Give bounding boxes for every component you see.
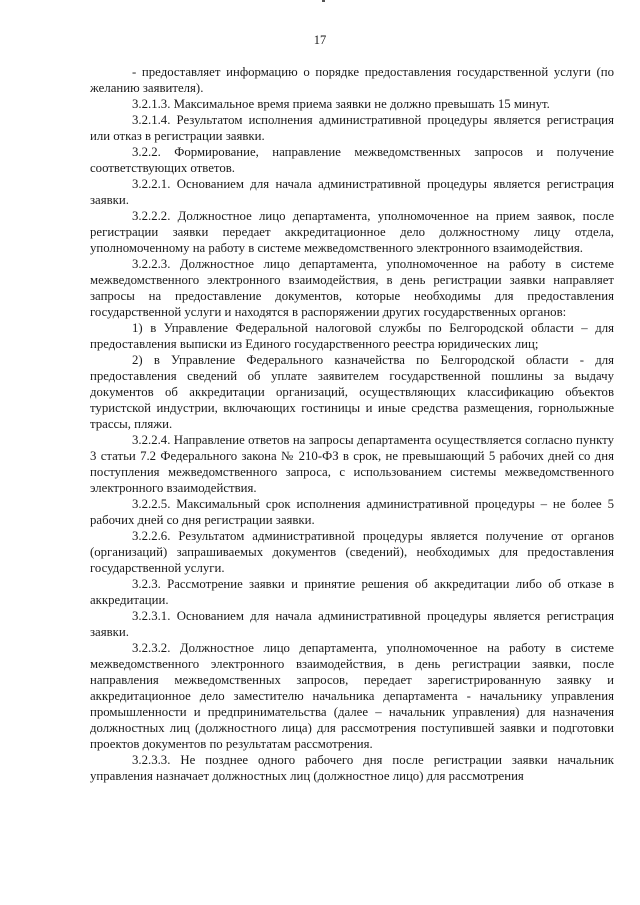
paragraph-3-2-1-3: 3.2.1.3. Максимальное время приема заявки не должно превышать 15 минут. — [132, 97, 550, 111]
paragraph-3-2-3-1: 3.2.3.1. Основанием для начала административной процедуры является регистрация заявки. — [90, 609, 614, 639]
paragraph-3-2-2-2: 3.2.2.2. Должностное лицо департамента, уполномоченное на прием заявок, после регистрации заявки передает аккредитационное дело должностному лицу отдела, уполномоченному на работу в системе межведомственного электронного взаимодействия. — [90, 209, 614, 255]
paragraph-3-2-2-5: 3.2.2.5. Максимальный срок исполнения административной процедуры – не более 5 рабочих дней со дня регистрации заявки. — [90, 497, 614, 527]
paragraph-3-2-3-2: 3.2.3.2. Должностное лицо департамента, уполномоченное на работу в системе межведомственного электронного взаимодействия, в день регистрации заявки, после направления межведомственных запросов, передает зарегистрированную заявку и аккредитационное дело заместителю начальника департамента - начальнику управления промышленности и предпринимательства (далее – начальник управления) для назначения должностных лиц (должностного лица) для рассмотрения поступившей заявки и подготовки проектов документов по результатам рассмотрения. — [90, 641, 614, 751]
paragraph-3-2-3: 3.2.3. Рассмотрение заявки и принятие решения об аккредитации либо об отказе в аккредитации. — [90, 577, 614, 607]
paragraph-3-2-2-3: 3.2.2.3. Должностное лицо департамента, уполномоченное на работу в системе межведомственного электронного взаимодействия, в день регистрации заявки направляет запросы на предоставление документов, которые необходимы для предоставления государственной услуги и находятся в распоряжении других государственных органов: — [90, 257, 614, 319]
paragraph-3-2-2-1: 3.2.2.1. Основанием для начала административной процедуры является регистрация заявки. — [90, 177, 614, 207]
paragraph-list-item-2: 2) в Управление Федерального казначейства по Белгородской области - для предоставления сведений об уплате заявителем государственной пошлины за выдачу документов об аккредитации организаций, осуществляющих классификацию объектов туристской индустрии, включающих гостиницы и иные средства размещения, горнолыжные трассы, пляжи. — [90, 353, 614, 431]
paragraph-3-2-2-6: 3.2.2.6. Результатом административной процедуры является получение от органов (организаций) запрашиваемых документов (сведений), необходимых для предоставления государственной услуги. — [90, 529, 614, 575]
paragraph-3-2-2-4: 3.2.2.4. Направление ответов на запросы департамента осуществляется согласно пункту 3 статьи 7.2 Федерального закона № 210-ФЗ в срок, не превышающий 5 рабочих дней со дня поступления межведомственного запроса, с использованием системы межведомственного электронного взаимодействия. — [90, 433, 614, 495]
paragraph-3-2-3-3: 3.2.3.3. Не позднее одного рабочего дня после регистрации заявки начальник управления назначает должностных лиц (должностное лицо) для рассмотрения — [90, 753, 614, 783]
scan-mark — [322, 0, 325, 2]
paragraph-info-provision: - предоставляет информацию о порядке предоставления государственной услуги (по желанию заявителя). — [90, 65, 614, 95]
page-number: 17 — [313, 33, 327, 47]
paragraph-3-2-1-4: 3.2.1.4. Результатом исполнения административной процедуры является регистрация или отказ в регистрации заявки. — [90, 113, 614, 143]
paragraph-3-2-2: 3.2.2. Формирование, направление межведомственных запросов и получение соответствующих ответов. — [90, 145, 614, 175]
document-body — [90, 64, 614, 784]
paragraph-list-item-1: 1) в Управление Федеральной налоговой службы по Белгородской области – для предоставления выписки из Единого государственного реестра юридических лиц; — [90, 321, 614, 351]
